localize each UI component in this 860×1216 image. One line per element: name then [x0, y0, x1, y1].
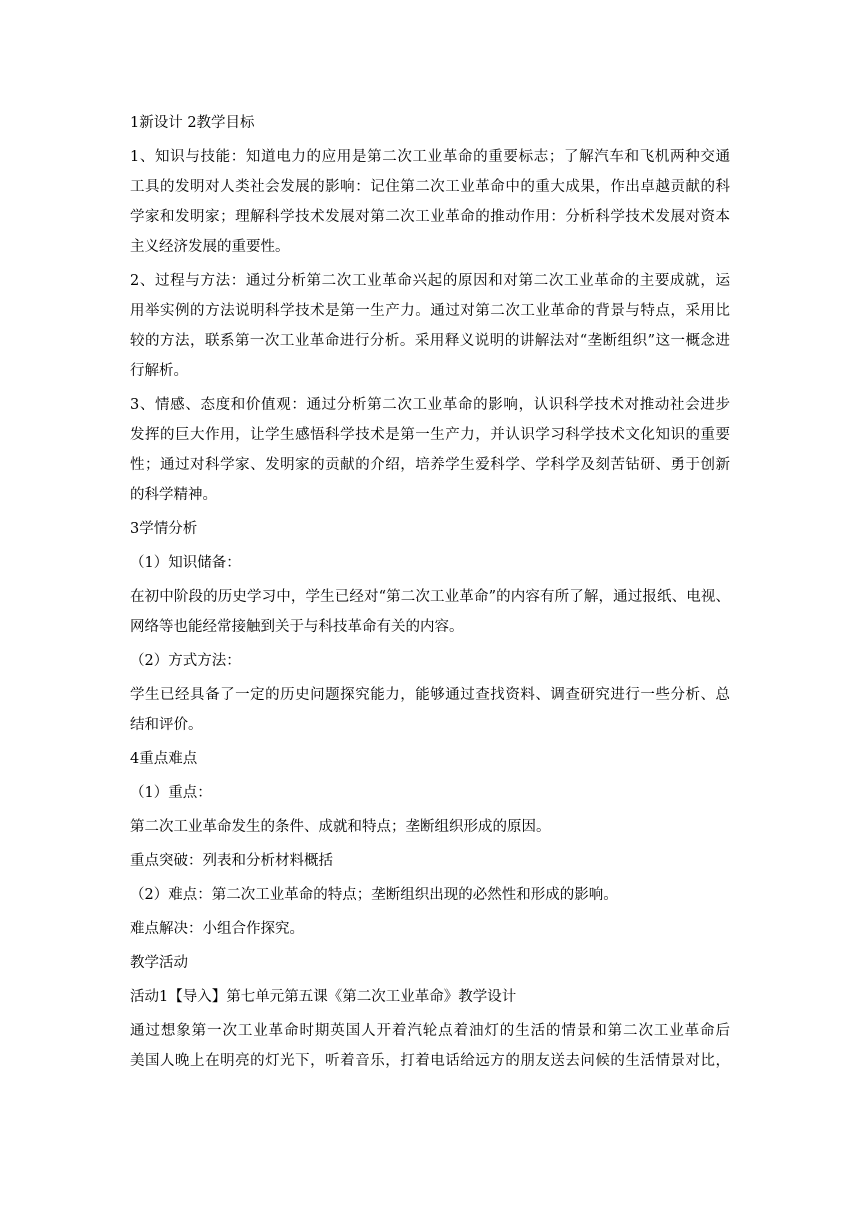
paragraph-line: 结和评价。 — [130, 717, 203, 733]
method-paragraph — [130, 680, 730, 740]
key-breakthrough: 重点突破：列表和分析材料概括 — [130, 853, 333, 869]
paragraph-line: 3、情感、态度和价值观：通过分析第二次工业革命的影响，认识科学技术对推动社会进步 — [130, 397, 730, 413]
paragraph-line: 网络等也能经常接触到关于与科技革命有关的内容。 — [130, 619, 464, 635]
difficulty-solution: 难点解决：小组合作探究。 — [130, 921, 304, 937]
paragraph-line: 较的方法，联系第一次工业革命进行分析。采用释义说明的讲解法对“垄断组织”这一概念进 — [130, 333, 730, 349]
key-text: 第二次工业革命发生的条件、成就和特点；垄断组织形成的原因。 — [130, 819, 551, 835]
paragraph-line: 2、过程与方法：通过分析第二次工业革命兴起的原因和对第二次工业革命的主要成就，运 — [130, 273, 730, 289]
section-heading-goals: 1新设计 2教学目标 — [130, 115, 255, 131]
paragraph-line: 性；通过对科学家、发明家的贡献的介绍，培养学生爱科学、学科学及刻苦钻研、勇于创新 — [130, 457, 730, 473]
activity-1-heading: 活动1【导入】第七单元第五课《第二次工业革命》教学设计 — [130, 989, 517, 1005]
paragraph-line: 通过想象第一次工业革命时期英国人开着汽轮点着油灯的生活的情景和第二次工业革命后 — [130, 1023, 730, 1039]
paragraph-line: 用举实例的方法说明科学技术是第一生产力。通过对第二次工业革命的背景与特点，采用比 — [130, 303, 730, 319]
goal-knowledge-paragraph — [130, 142, 730, 262]
subheading-method: （2）方式方法： — [130, 653, 241, 669]
knowledge-paragraph — [130, 582, 730, 642]
activity-1-paragraph — [130, 1016, 730, 1076]
paragraph-line: 行解析。 — [130, 363, 188, 379]
paragraph-line: 学生已经具备了一定的历史问题探究能力，能够通过查找资料、调查研究进行一些分析、总 — [130, 687, 730, 703]
section-heading-key-points: 4重点难点 — [130, 751, 198, 767]
paragraph-line: 的科学精神。 — [130, 487, 217, 503]
paragraph-line: 美国人晚上在明亮的灯光下，听着音乐，打着电话给远方的朋友送去问候的生活情景对比， — [130, 1053, 730, 1069]
paragraph-line: 学家和发明家；理解科学技术发展对第二次工业革命的推动作用：分析科学技术发展对资本 — [130, 209, 730, 225]
paragraph-line: 工具的发明对人类社会发展的影响：记住第二次工业革命中的重大成果，作出卓越贡献的科 — [130, 179, 730, 195]
paragraph-line: 在初中阶段的历史学习中，学生已经对“第二次工业革命”的内容有所了解，通过报纸、电视、 — [130, 589, 730, 605]
goal-values-paragraph — [130, 390, 730, 510]
difficulty-text: （2）难点：第二次工业革命的特点；垄断组织出现的必然性和形成的影响。 — [130, 887, 618, 903]
paragraph-line: 主义经济发展的重要性。 — [130, 239, 290, 255]
subheading-key: （1）重点： — [130, 785, 212, 801]
section-heading-activities: 教学活动 — [130, 955, 188, 971]
goal-process-paragraph — [130, 266, 730, 386]
document-page — [130, 108, 730, 1080]
paragraph-line: 发挥的巨大作用，让学生感悟科学技术是第一生产力，并认识学习科学技术文化知识的重要 — [130, 427, 730, 443]
subheading-knowledge: （1）知识储备： — [130, 555, 241, 571]
paragraph-line: 1、知识与技能：知道电力的应用是第二次工业革命的重要标志；了解汽车和飞机两种交通 — [130, 149, 730, 165]
section-heading-analysis: 3学情分析 — [130, 521, 198, 537]
